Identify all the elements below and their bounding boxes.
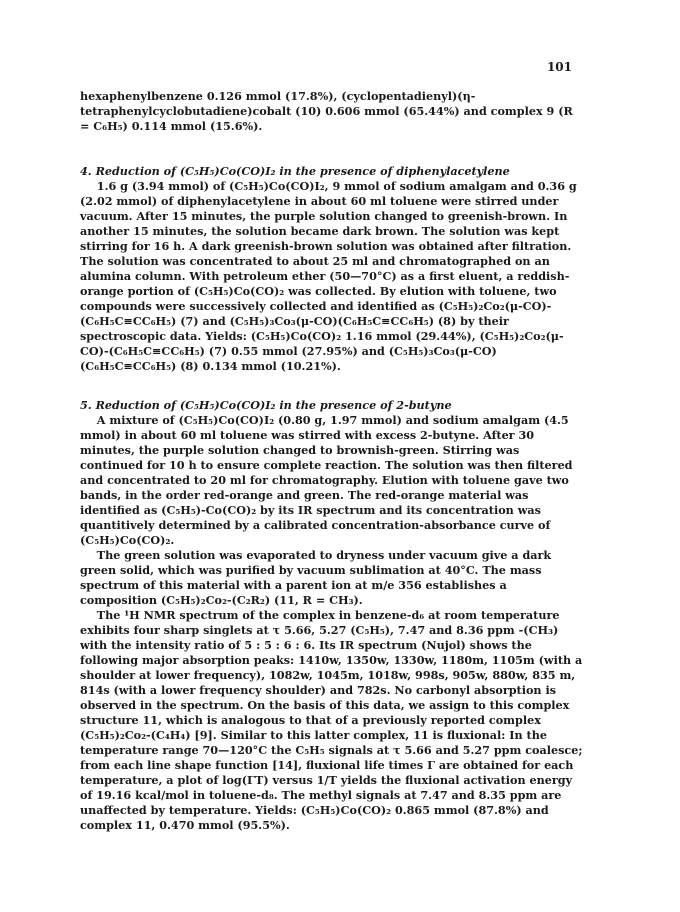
section-5-heading: 5. Reduction of (C₅H₅)Co(CO)I₂ in the presence of 2-butyne xyxy=(80,398,452,412)
intro-paragraph: hexaphenylbenzene 0.126 mmol (17.8%), (cyclopentadienyl)(η-tetraphenylcyclobutadiene)cobalt (10) 0.606 mmol (65.44%) and complex 9 (R = C₆H₅) 0.114 mmol (15.6%). xyxy=(80,89,573,133)
body-text xyxy=(80,89,585,833)
section-4-heading: 4. Reduction of (C₅H₅)Co(CO)I₂ in the presence of diphenylacetylene xyxy=(80,164,510,178)
section-5-paragraph-3: The ¹H NMR spectrum of the complex in benzene-d₆ at room temperature exhibits four sharp singlets at τ 5.66, 5.27 (C₅H₅), 7.47 and 8.36 ppm -(CH₃) with the intensity ratio of 5 : 5 : 6 : 6. Its IR spectrum (Nujol) shows the following major absorption peaks: 1410w, 1350w, 1330w, 1180m, 1105m (with a shoulder at lower frequency), 1082w, 1045m, 1018w, 998s, 905w, 880w, 835 m, 814s (with a lower frequency shoulder) and 782s. No carbonyl absorption is observed in the spectrum. On the basis of this data, we assign to this complex structure 11, which is analogous to that of a previously reported complex (C₅H₅)₂Co₂-(C₄H₄) [9]. Similar to this latter complex, 11 is fluxional: In the temperature range 70—120°C the C₅H₅ signals at τ 5.66 and 5.27 ppm coalesce; from each line shape function [14], fluxional life times Γ are obtained for each temperature, a plot of log(ΓT) versus 1/T yields the fluxional activation energy of 19.16 kcal/mol in toluene-d₈. The methyl signals at 7.47 and 8.35 ppm are unaffected by temperature. Yields: (C₅H₅)Co(CO)₂ 0.865 mmol (87.8%) and complex 11, 0.470 mmol (95.5%). xyxy=(80,608,583,832)
section-5-paragraph-2: The green solution was evaporated to dryness under vacuum give a dark green solid, which was purified by vacuum sublimation at 40°C. The mass spectrum of this material with a parent ion at m/e 356 establishes a composition (C₅H₅)₂Co₂-(C₂R₂) (11, R = CH₃). xyxy=(80,548,552,607)
section-5-paragraph-1: A mixture of (C₅H₅)Co(CO)I₂ (0.80 g, 1.97 mmol) and sodium amalgam (4.5 mmol) in about 60 ml toluene was stirred with excess 2-butyne. After 30 minutes, the purple solution changed to brownish-green. Stirring was continued for 10 h to ensure complete reaction. The solution was then filtered and concentrated to 20 ml for chromatography. Elution with toluene gave two bands, in the order red-orange and green. The red-orange material was identified as (C₅H₅)-Co(CO)₂ by its IR spectrum and its concentration was quantitively determined by a calibrated concentration-absorbance curve of (C₅H₅)Co(CO)₂. xyxy=(80,413,573,547)
section-4-paragraph: 1.6 g (3.94 mmol) of (C₅H₅)Co(CO)I₂, 9 mmol of sodium amalgam and 0.36 g (2.02 mmol) of diphenylacetylene in about 60 ml toluene were stirred under vacuum. After 15 minutes, the purple solution changed to greenish-brown. In another 15 minutes, the solution became dark brown. The solution was kept stirring for 16 h. A dark greenish-brown solution was obtained after filtration. The solution was concentrated to about 25 ml and chromatographed on an alumina column. With petroleum ether (50—70°C) as a first eluent, a reddish-orange portion of (C₅H₅)Co(CO)₂ was collected. By elution with toluene, two compounds were successively collected and identified as (C₅H₅)₂Co₂(μ-CO)-(C₆H₅C≡CC₆H₅) (7) and (C₅H₅)₃Co₃(μ-CO)(C₆H₅C≡CC₆H₅) (8) by their spectroscopic data. Yields: (C₅H₅)Co(CO)₂ 1.16 mmol (29.44%), (C₅H₅)₂Co₂(μ-CO)-(C₆H₅C≡CC₆H₅) (7) 0.55 mmol (27.95%) and (C₅H₅)₃Co₃(μ-CO)(C₆H₅C≡CC₆H₅) (8) 0.134 mmol (10.21%). xyxy=(80,179,577,373)
page-number: 101 xyxy=(546,60,572,74)
